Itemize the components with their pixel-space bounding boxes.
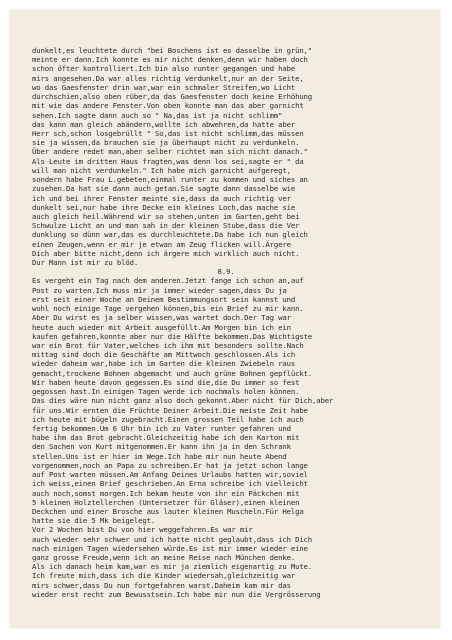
text-line: mirs angesehen.Da war alles richtig verdunkelt,nur an der Seite, [32, 73, 304, 83]
text-line: auch gleich heil.Während wir so stehen,unten im Garten,geht bei [32, 211, 300, 221]
text-line: stellen.Uns ist er hier im Wege.Ich habe mir nun heute Abend [32, 451, 287, 461]
text-line: gegossen hast.In einigen Tagen werde ich nochmals holen können. [32, 387, 300, 397]
text-line: Schwulze Licht an und man sah in der kleinen Stube,dass die Ver [32, 221, 300, 231]
text-line: dunkelt,es leuchtete durch "bei Boschens ist es dasselbe in grün," [32, 46, 313, 55]
text-line: Ich freute mich,dass ich die Kinder wiedersah,gleichzeitig war [32, 571, 296, 581]
text-line: ich und bei ihrer Fenster meinte sie,dass da auch richtig ver [32, 193, 291, 203]
text-line: wohl noch einige Tage vergehen können,bis ein Brief zu mir kann. [32, 304, 304, 314]
text-line: ich weiss,einen Brief geschrieben.An Erna schreibe ich vielleicht [32, 479, 308, 489]
text-line: wieder daheim war,habe ich im Garten die kleinen Zwiebeln raus [32, 359, 296, 369]
typewritten-text [32, 46, 430, 599]
paper-page [10, 10, 440, 628]
text-line: Post zu warten.Ich muss mir ja immer wieder sagen,dass Du ja [32, 285, 287, 295]
text-line: habe ihm das Brot gebracht.Gleichzeitig habe ich den Karton mit [32, 433, 300, 443]
text-line: Dur Mann ist mir zu blöd. [32, 258, 139, 268]
text-line: war ein Brot für Vater,welches ich ihm mit besonders sollte.Nach [32, 341, 304, 350]
text-line: ich heute mit bügeln zugebracht.Einen grossen Teil habe ich auch [32, 414, 304, 424]
text-line: mittag sind doch die Geschäfte am Mittwoch geschlossen.Als ich [32, 350, 296, 360]
text-line: heute auch wieder mit Arbeit ausgefüllt.Am Morgen bin ich ein [32, 322, 291, 332]
text-line: sie ja wissen,da brauchen sie ja überhaupt nicht zu verdunkeln. [32, 138, 300, 148]
text-line: Es vergeht ein Tag nach dem anderen.Jetzt fange ich schon an,auf [32, 276, 304, 286]
text-line: auf Post warten müssen.Am Anfang Deines Urlaubs hatten wir,soviel [32, 470, 308, 480]
text-line: erst seit einer Woche an Deinem Bestimmungsort sein kannst und [32, 294, 296, 304]
text-line: will man nicht verdunkeln." Ich habe mich garnicht aufgeregt, [32, 165, 291, 175]
text-line: Über andere redet man,aber selber richtet man sich nicht danach." [32, 147, 308, 157]
text-line: 5 kleinen Holztellerchen (Untersetzer für Gläser),einen kleinen [32, 497, 300, 507]
text-line: Als Leute im dritten Haus fragten,was denn los sei,sagte er " da [32, 156, 304, 166]
text-line: nach einigen Tagen wiedersehen würde.Es ist mir immer wieder eine [32, 543, 308, 553]
date-heading: 8.9. [217, 267, 235, 277]
text-line: schon öfter kontrolliert.Ich bin also runter gegangen und habe [32, 64, 296, 74]
text-line: wieder erst recht zum Bewusstsein.Ich habe mir nun die Vergrösserung [32, 589, 321, 599]
text-line: hatte sie die 5 Mk beigelegt. [32, 516, 156, 526]
text-line: dunkelt sei,nur habe ihre Decke ein kleines Loch,das mache sie [32, 202, 296, 212]
text-line: fertig bekommen.Um 6 Uhr bin ich zu Vater runter gefahren und [32, 423, 291, 433]
text-line: wo das Gaesfenster drin war,war ein schmaler Streifen,wo Licht [32, 82, 296, 92]
text-line: zusehen.Da hat sie dann auch getan.Sie sagte dann dasselbe wie [32, 184, 296, 194]
text-line: sondern habe Frau L.gebeten,einmal runter zu kommen und siches an [32, 175, 308, 185]
text-line: ganz grosse Freude,wenn ich an meine Reise nach München denke. [32, 553, 296, 563]
text-line: dunklung so dünn war,das es durchleuchtete.Da habe ich nun gleich [32, 230, 308, 240]
text-line: einen Zeugen,wenn er mir je etwan am Zeug flicken will.Ärgere [32, 239, 291, 249]
text-line: durchschien,also oben rüber,da das Gaesfenster doch keine Erhöhung [32, 92, 313, 102]
text-line: Vor 2 Wochen bist Du von hier weggefahren.Es war mir [32, 525, 253, 535]
text-line: mit wie das andere Fenster.Von oben konnte man das aber garnicht [32, 101, 304, 111]
text-line: auch noch,somst morgen.Ich bekam heute von ihr ein Päckchen mit [32, 488, 300, 498]
text-line: mirs schwer,dass Du nun fortgefahren warst.Daheim kam mir das [32, 580, 291, 590]
text-line: Wir haben heute davon gegessen.Es sind die,die Du immer so fest [32, 377, 300, 387]
text-line: Dich aber bitte nicht,denn ich ärgere mich wirklich auch nicht. [32, 248, 300, 258]
text-line: auch wieder sehr schwer und ich hatte nicht geglaubt,dass ich Dich [32, 534, 313, 544]
text-line: meinte er dann.Ich konnte es mir nicht denken,denn wir haben doch [32, 55, 308, 65]
text-line: gemacht,trockene Bohnen abgemacht und auch grüne Bohnen gepflückt. [32, 368, 313, 378]
text-line: Das dies wäre nun nicht ganz also doch gekonnt.Aber nicht für Dich,aber [32, 396, 334, 406]
text-line: Aber Du wirst es ja selber wissen,was wartet doch.Der Tag war [32, 313, 291, 323]
text-line: Herr sch,schon losgebrüllt " So,das ist nicht schlimm,das müssen [32, 128, 304, 138]
text-line: für uns.Wir ernten die Früchte Deiner Arbeit.Die meiste Zeit habe [32, 405, 308, 415]
text-line: das kann man gleich abändern,wollte ich abwehren,da hatte aber [32, 119, 296, 129]
text-line: vorgenommen,noch an Papa zu schreiben.Er hat ja jetzt schon lange [32, 460, 308, 470]
text-line: kaufen gefahren,konnte aber nur die Hälfte bekommen.Das Wichtigste [32, 331, 313, 341]
text-line: Als ich danach heim kam,war es mir ja ziemlich eigenartig zu Mute. [32, 562, 313, 572]
text-line: Deckchen und einer Brosche aus lauter kleinen Muscheln.Für Helga [32, 506, 304, 516]
text-line: den Sachen von Kurt mitgenommen.Er kann ihn ja in den Schrank [32, 442, 291, 452]
text-line: sehen.Ich sagte dann auch so " Na,das ist ja nicht schlimm" [32, 110, 283, 120]
